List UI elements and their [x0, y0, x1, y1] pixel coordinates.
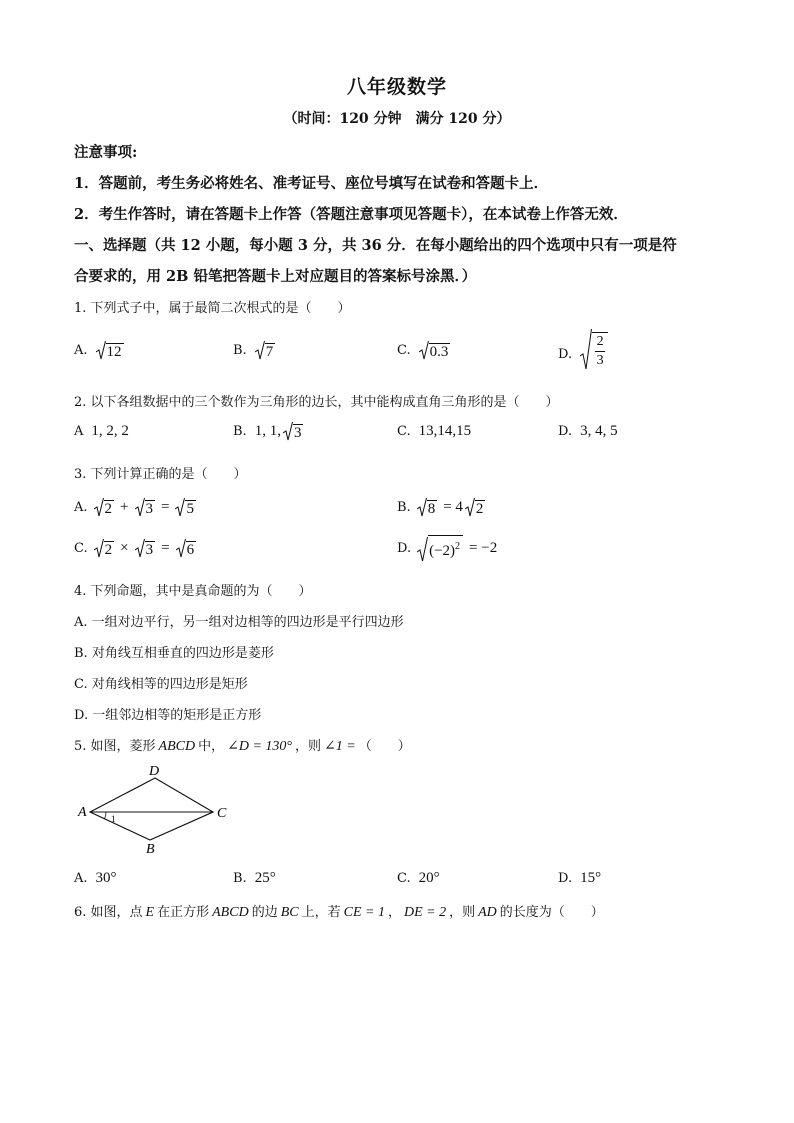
sqrt-expression: 3 — [283, 421, 304, 441]
sqrt-fraction-expression — [580, 328, 608, 370]
equals-sign: = — [161, 498, 170, 515]
rhombus-name: ABCD — [158, 739, 196, 754]
option-label: D. — [397, 541, 412, 556]
q5-option-b[interactable] — [233, 870, 276, 887]
option-value: 15° — [580, 870, 602, 886]
option-value: 30° — [95, 870, 117, 886]
radical-sign-icon — [135, 497, 145, 517]
sqrt-expression: 3 — [135, 538, 156, 558]
radical-sign-icon — [255, 340, 265, 360]
q1-option-d[interactable] — [558, 328, 608, 370]
notes-item-1: 1．答题前，考生务必将姓名、准考证号、座位号填写在试卷和答题卡上． — [74, 175, 549, 192]
sqrt-expression: 6 — [176, 538, 197, 558]
q3-option-c[interactable] — [74, 538, 196, 558]
notes-item-2: 2．考生作答时，请在答题卡上作答（答题注意事项见答题卡），在本试卷上作答无效． — [74, 206, 628, 223]
vertex-label-b: B — [146, 842, 155, 855]
question-1-stem: 1. 下列式子中，属于最简二次根式的是（ ） — [74, 301, 351, 316]
page-subtitle: （时间：120 分钟 满分 120 分） — [283, 111, 511, 127]
section-1-line-1: 一、选择题（共 12 小题，每小题 3 分，共 36 分．在每小题给出的四个选项中只有一项是符 — [74, 237, 677, 254]
sqrt-expression: 0.3 — [419, 340, 451, 360]
sqrt-expression: 7 — [255, 340, 276, 360]
q4-option-d[interactable]: D. 一组邻边相等的矩形是正方形 — [74, 708, 262, 723]
section-1-line-2: 合要求的，用 2B 铅笔把答题卡上对应题目的答案标号涂黑．） — [74, 268, 477, 285]
sqrt-expression: 12 — [96, 340, 124, 360]
radical-sign-icon — [417, 497, 427, 517]
option-label: A. — [74, 499, 88, 515]
radical-sign-icon — [417, 536, 428, 562]
radical-sign-icon — [465, 497, 475, 517]
q1-option-b[interactable] — [233, 340, 275, 360]
q1-option-c[interactable] — [397, 340, 450, 360]
q5-option-a[interactable] — [74, 870, 117, 887]
radical-sign-icon — [96, 340, 106, 360]
radical-sign-icon — [94, 538, 104, 558]
option-label: A. — [74, 871, 88, 886]
option-label: D. — [558, 424, 573, 439]
radical-sign-icon — [419, 340, 429, 360]
q3-option-b[interactable] — [397, 497, 485, 517]
vertex-label-c: C — [217, 806, 227, 821]
option-label: B. — [233, 871, 247, 886]
radical-sign-icon — [135, 538, 145, 558]
option-label: B. — [397, 499, 411, 515]
option-label: C. — [397, 342, 411, 358]
question-6-stem: 6. 如图，点 E 在正方形 ABCD 的边 BC 上，若 CE = 1 ， DE = 2 ，则 AD 的长度为（ ） — [74, 905, 604, 920]
q2-option-d[interactable] — [558, 423, 618, 440]
radical-sign-icon — [94, 497, 104, 517]
sqrt-expression: $(-2)^2$ — [417, 535, 463, 562]
option-value: 20° — [418, 870, 440, 886]
radical-sign-icon — [176, 538, 186, 558]
operator: × — [120, 539, 129, 556]
option-label: A. — [74, 342, 88, 358]
equals-sign: = −2 — [469, 540, 498, 556]
radical-sign-icon — [580, 328, 592, 370]
option-value: 25° — [254, 870, 276, 886]
vertex-label-a: A — [78, 805, 87, 820]
question-4-stem: 4. 下列命题，其中是真命题的为（ ） — [74, 584, 312, 599]
sqrt-expression: 5 — [175, 497, 196, 517]
notes-heading: 注意事项: — [74, 144, 138, 161]
option-value: 1, 2, 2 — [91, 423, 129, 439]
q2-option-a[interactable] — [74, 423, 129, 440]
radical-sign-icon — [175, 497, 185, 517]
option-label: C. — [397, 871, 411, 886]
fraction-denominator: 3 — [596, 353, 604, 368]
q3-option-a[interactable] — [74, 497, 196, 517]
sqrt-expression: 2 — [465, 497, 486, 517]
q5-option-c[interactable] — [397, 870, 440, 887]
option-label: D. — [558, 346, 573, 362]
radical-sign-icon — [283, 421, 293, 441]
q4-option-c[interactable]: C. 对角线相等的四边形是矩形 — [74, 677, 248, 692]
question-3-stem: 3. 下列计算正确的是（ ） — [74, 467, 247, 482]
angle-arc — [105, 812, 107, 819]
option-label: B. — [233, 423, 247, 439]
sqrt-expression: 2 — [94, 538, 115, 558]
page-title: 八年级数学 — [346, 76, 447, 98]
rhombus-figure — [70, 760, 240, 855]
angle-label-1: 1 — [111, 814, 116, 824]
equals-sign: = — [161, 539, 170, 556]
option-value: 1, 1, — [254, 422, 281, 439]
q5-option-d[interactable] — [558, 870, 601, 887]
option-label: C. — [74, 540, 88, 556]
option-value: 3, 4, 5 — [580, 423, 618, 439]
equals-sign: = 4 — [443, 498, 463, 515]
question-5-stem: 5. 如图，菱形 ABCD 中， ∠D = 130° ，则 ∠1 = （ ） — [74, 739, 411, 754]
q3-option-d[interactable] — [397, 535, 497, 562]
operator: + — [120, 498, 129, 515]
q2-option-b[interactable] — [233, 421, 303, 441]
rhombus-outline — [90, 778, 213, 840]
option-value: 13,14,15 — [418, 423, 472, 439]
fraction-numerator: 2 — [596, 334, 604, 349]
option-label: D. — [558, 871, 573, 886]
q1-option-a[interactable] — [74, 340, 124, 360]
given-angle: ∠D = 130° — [227, 739, 293, 754]
vertex-label-d: D — [149, 764, 160, 779]
q2-option-c[interactable] — [397, 423, 471, 440]
q4-option-a[interactable]: A. 一组对边平行，另一组对边相等的四边形是平行四边形 — [74, 615, 404, 630]
option-label: B. — [233, 342, 247, 358]
sqrt-expression: 2 — [94, 497, 115, 517]
question-2-stem: 2. 以下各组数据中的三个数作为三角形的边长，其中能构成直角三角形的是（ ） — [74, 395, 559, 410]
option-label: A — [74, 424, 84, 439]
target-angle: ∠1 = — [324, 739, 356, 754]
sqrt-expression: 3 — [135, 497, 156, 517]
sqrt-expression: 8 — [417, 497, 438, 517]
option-label: C. — [397, 424, 411, 439]
q4-option-b[interactable]: B. 对角线互相垂直的四边形是菱形 — [74, 646, 274, 661]
